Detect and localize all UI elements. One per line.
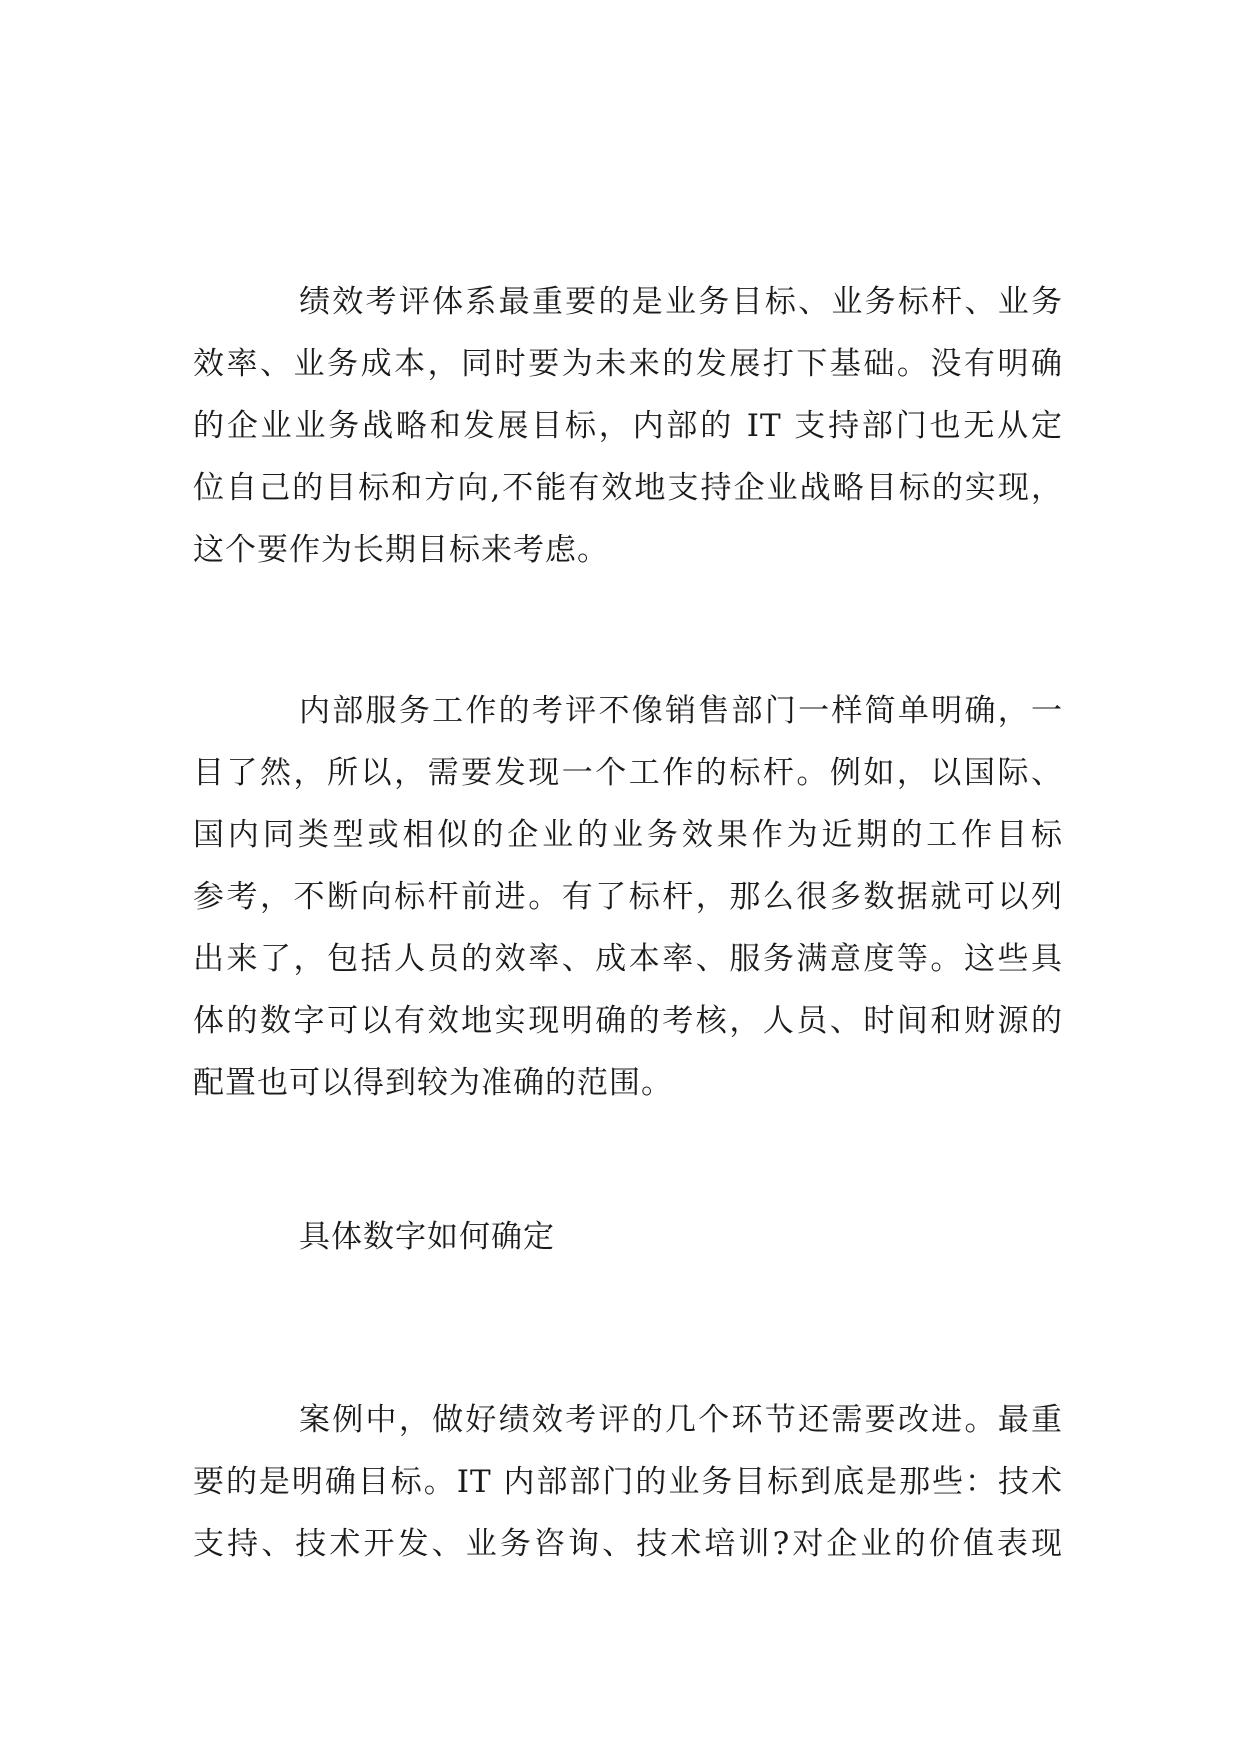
paragraph-internal-service-benchmark [193, 680, 1063, 1114]
paragraph-line: 案例中，做好绩效考评的几个环节还需要改进。最重 [299, 1402, 1063, 1438]
section-heading [193, 1206, 1063, 1268]
paragraph-line: 的企业业务战略和发展目标，内部的 IT 支持部门也无从定 [193, 408, 1063, 444]
section-heading-text: 具体数字如何确定 [299, 1219, 555, 1255]
paragraph-performance-system [193, 271, 1063, 581]
paragraph-line: 效率、业务成本，同时要为未来的发展打下基础。没有明确 [193, 346, 1063, 382]
paragraph-line: 参考，不断向标杆前进。有了标杆，那么很多数据就可以列 [193, 879, 1063, 915]
paragraph-case-improvement [193, 1389, 1063, 1575]
paragraph-line: 位自己的目标和方向,不能有效地支持企业战略目标的实现， [193, 470, 1063, 506]
paragraph-line: 体的数字可以有效地实现明确的考核，人员、时间和财源的 [193, 1003, 1063, 1039]
paragraph-line: 内部服务工作的考评不像销售部门一样简单明确，一 [299, 693, 1063, 729]
paragraph-line: 出来了，包括人员的效率、成本率、服务满意度等。这些具 [193, 941, 1063, 977]
paragraph-line: 国内同类型或相似的企业的业务效果作为近期的工作目标 [193, 817, 1063, 853]
paragraph-line: 目了然，所以，需要发现一个工作的标杆。例如，以国际、 [193, 755, 1063, 791]
paragraph-line: 配置也可以得到较为准确的范围。 [193, 1065, 673, 1101]
paragraph-line: 支持、技术开发、业务咨询、技术培训?对企业的价值表现 [193, 1526, 1063, 1562]
paragraph-line: 绩效考评体系最重要的是业务目标、业务标杆、业务 [299, 284, 1063, 320]
paragraph-line: 要的是明确目标。IT 内部部门的业务目标到底是那些：技术 [193, 1464, 1063, 1500]
paragraph-line: 这个要作为长期目标来考虑。 [193, 532, 609, 568]
